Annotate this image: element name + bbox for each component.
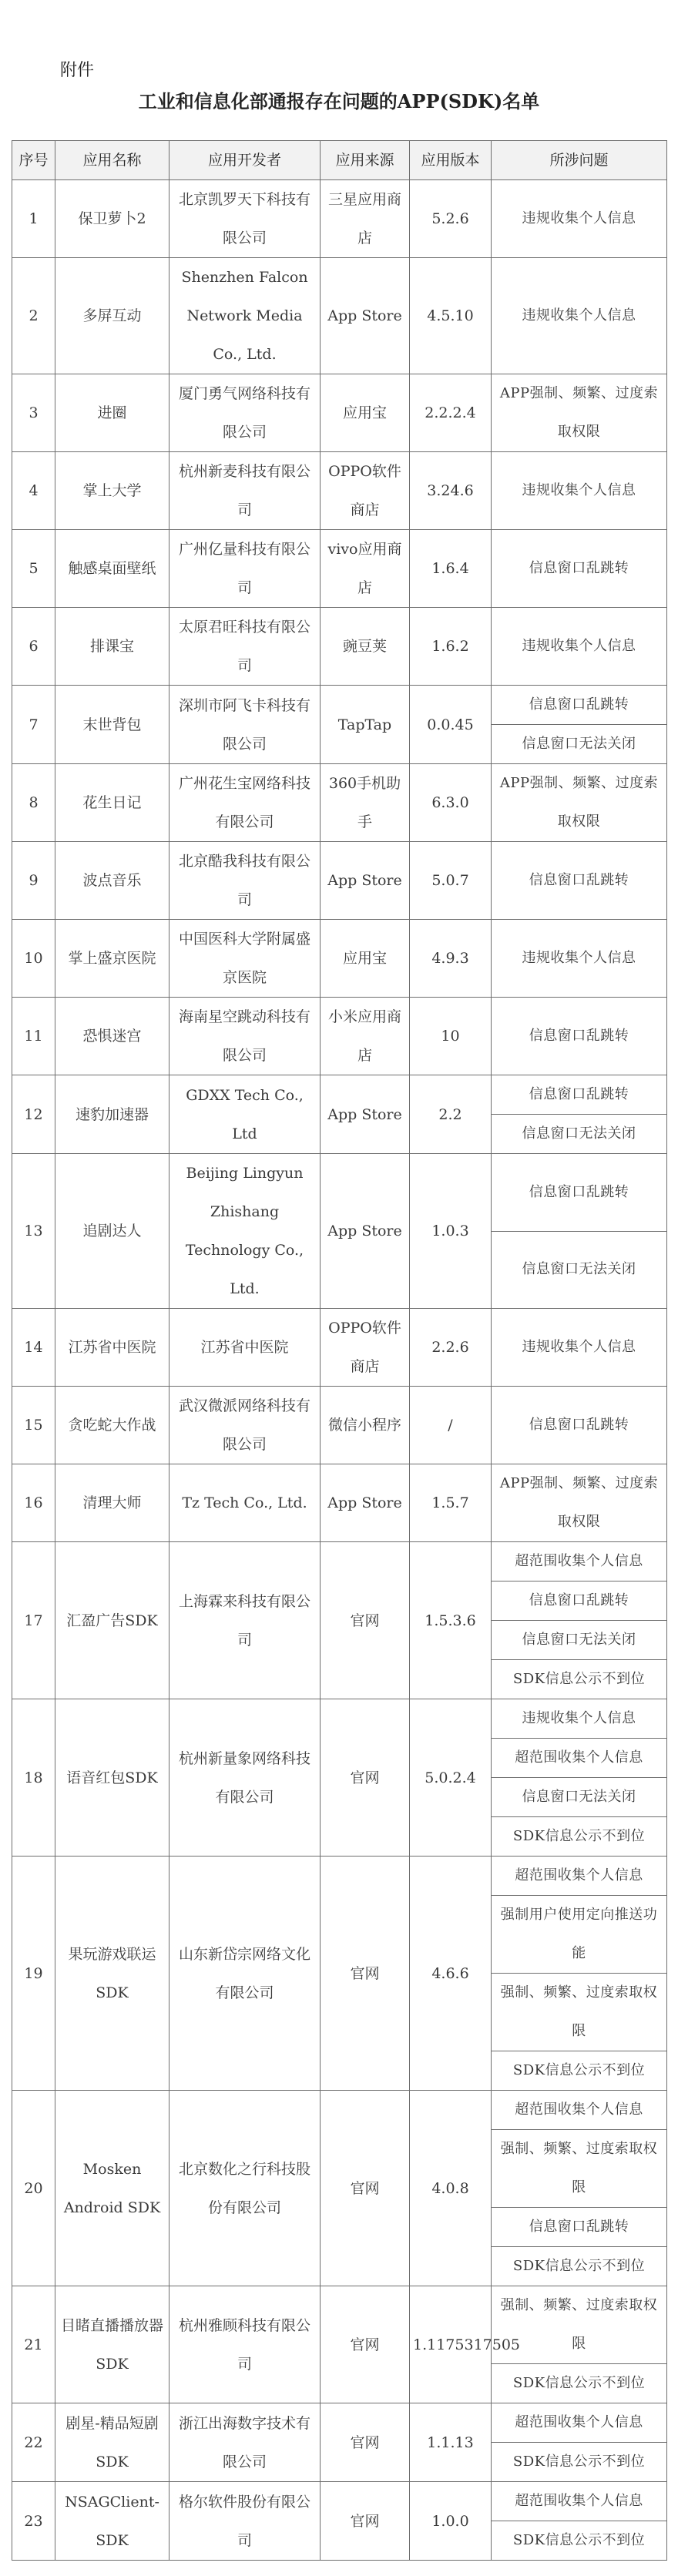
cell-developer: 杭州雅顾科技有限公司 [170,2286,321,2403]
table-row [12,530,667,608]
cell-version: 6.3.0 [410,764,492,842]
cell-app-name: 花生日记 [55,764,170,842]
header-developer: 应用开发者 [170,141,321,180]
cell-no: 4 [12,452,55,530]
cell-version: 5.2.6 [410,180,492,258]
cell-app-name: 波点音乐 [55,842,170,920]
cell-developer: 太原君旺科技有限公司 [170,608,321,686]
table-row [12,1075,667,1115]
cell-issue: 违规收集个人信息 [492,608,667,686]
cell-no: 15 [12,1387,55,1464]
cell-developer: Tz Tech Co., Ltd. [170,1464,321,1542]
table-row [12,1542,667,1581]
cell-developer: 中国医科大学附属盛京医院 [170,920,321,998]
cell-version: 1.5.7 [410,1464,492,1542]
table-row [12,1309,667,1387]
cell-developer: Beijing Lingyun Zhishang Technology Co., Ltd. [170,1154,321,1309]
header-source: 应用来源 [321,141,410,180]
table-row [12,2403,667,2443]
cell-issue: APP强制、频繁、过度索取权限 [492,764,667,842]
cell-version: 1.1.13 [410,2403,492,2482]
app-list-table [12,140,667,2561]
cell-version: 1.0.3 [410,1154,492,1309]
cell-no: 20 [12,2091,55,2286]
cell-issue: APP强制、频繁、过度索取权限 [492,1464,667,1542]
cell-source: TapTap [321,686,410,764]
cell-developer: Shenzhen Falcon Network Media Co., Ltd. [170,258,321,374]
cell-app-name: 进圈 [55,374,170,452]
cell-no: 23 [12,2482,55,2561]
cell-issue: 超范围收集个人信息 [492,1857,667,1896]
cell-source: 官网 [321,2091,410,2286]
cell-version: 2.2 [410,1075,492,1154]
cell-version: 1.0.0 [410,2482,492,2561]
cell-app-name: 目睹直播播放器SDK [55,2286,170,2403]
cell-developer: 深圳市阿飞卡科技有限公司 [170,686,321,764]
cell-no: 11 [12,998,55,1075]
cell-version: 5.0.7 [410,842,492,920]
cell-no: 5 [12,530,55,608]
cell-issue: 信息窗口无法关闭 [492,1621,667,1660]
cell-issue: 强制、频繁、过度索取权限 [492,1974,667,2051]
table-row [12,374,667,452]
table-header-row [12,141,667,180]
table-row [12,608,667,686]
cell-developer: 山东新岱宗网络文化有限公司 [170,1857,321,2091]
table-row [12,1699,667,1739]
cell-no: 13 [12,1154,55,1309]
cell-version: 3.24.6 [410,452,492,530]
cell-developer: 武汉微派网络科技有限公司 [170,1387,321,1464]
cell-app-name: 果玩游戏联运SDK [55,1857,170,2091]
cell-app-name: 保卫萝卜2 [55,180,170,258]
cell-issue: 超范围收集个人信息 [492,1739,667,1778]
cell-app-name: 江苏省中医院 [55,1309,170,1387]
cell-no: 2 [12,258,55,374]
table-row [12,686,667,725]
cell-issue: 信息窗口乱跳转 [492,1387,667,1464]
cell-source: App Store [321,842,410,920]
cell-developer: 格尔软件股份有限公司 [170,2482,321,2561]
cell-app-name: 清理大师 [55,1464,170,1542]
cell-developer: 浙江出海数字技术有限公司 [170,2403,321,2482]
cell-source: 三星应用商店 [321,180,410,258]
cell-app-name: Mosken Android SDK [55,2091,170,2286]
table-row [12,180,667,258]
cell-issue: 违规收集个人信息 [492,452,667,530]
cell-no: 8 [12,764,55,842]
cell-version: 1.5.3.6 [410,1542,492,1699]
cell-no: 19 [12,1857,55,2091]
cell-source: OPPO软件商店 [321,452,410,530]
cell-source: 应用宝 [321,920,410,998]
cell-app-name: 剧星-精品短剧SDK [55,2403,170,2482]
cell-no: 7 [12,686,55,764]
cell-developer: 北京凯罗天下科技有限公司 [170,180,321,258]
cell-version: 4.9.3 [410,920,492,998]
cell-developer: 杭州新量象网络科技有限公司 [170,1699,321,1857]
cell-issue: 信息窗口乱跳转 [492,1075,667,1115]
cell-issue: SDK信息公示不到位 [492,2364,667,2403]
cell-issue: 强制用户使用定向推送功能 [492,1896,667,1974]
cell-no: 9 [12,842,55,920]
cell-issue: 违规收集个人信息 [492,180,667,258]
cell-source: 官网 [321,1542,410,1699]
cell-issue: 违规收集个人信息 [492,1699,667,1739]
cell-no: 22 [12,2403,55,2482]
cell-source: App Store [321,258,410,374]
cell-no: 12 [12,1075,55,1154]
cell-app-name: NSAGClient-SDK [55,2482,170,2561]
table-row [12,998,667,1075]
cell-no: 14 [12,1309,55,1387]
cell-version: 4.0.8 [410,2091,492,2286]
cell-source: OPPO软件商店 [321,1309,410,1387]
cell-source: 官网 [321,1699,410,1857]
cell-source: vivo应用商店 [321,530,410,608]
cell-issue: 超范围收集个人信息 [492,2403,667,2443]
cell-no: 17 [12,1542,55,1699]
cell-no: 1 [12,180,55,258]
cell-issue: SDK信息公示不到位 [492,2247,667,2286]
header-no: 序号 [12,141,55,180]
table-row [12,1154,667,1232]
table-row [12,2286,667,2364]
cell-developer: GDXX Tech Co., Ltd [170,1075,321,1154]
cell-app-name: 汇盈广告SDK [55,1542,170,1699]
cell-developer: 上海霖来科技有限公司 [170,1542,321,1699]
table-row [12,920,667,998]
cell-app-name: 贪吃蛇大作战 [55,1387,170,1464]
cell-source: App Store [321,1075,410,1154]
cell-no: 21 [12,2286,55,2403]
cell-developer: 北京数化之行科技股份有限公司 [170,2091,321,2286]
cell-issue: SDK信息公示不到位 [492,2443,667,2482]
cell-issue: 信息窗口无法关闭 [492,1115,667,1154]
cell-issue: SDK信息公示不到位 [492,2521,667,2561]
cell-no: 18 [12,1699,55,1857]
table-row [12,2091,667,2130]
attachment-label: 附件 [60,61,95,80]
cell-source: 微信小程序 [321,1387,410,1464]
cell-issue: 违规收集个人信息 [492,258,667,374]
cell-app-name: 掌上盛京医院 [55,920,170,998]
cell-issue: 超范围收集个人信息 [492,2482,667,2521]
cell-version: 0.0.45 [410,686,492,764]
cell-source: 官网 [321,2286,410,2403]
cell-issue: 信息窗口乱跳转 [492,2208,667,2247]
cell-issue: SDK信息公示不到位 [492,2051,667,2091]
cell-issue: 超范围收集个人信息 [492,2091,667,2130]
cell-issue: 强制、频繁、过度索取权限 [492,2130,667,2208]
document-title: 工业和信息化部通报存在问题的APP(SDK)名单 [138,90,540,112]
cell-version: 10 [410,998,492,1075]
cell-app-name: 速豹加速器 [55,1075,170,1154]
cell-issue: SDK信息公示不到位 [492,1817,667,1857]
table-row [12,1464,667,1542]
cell-developer: 北京酷我科技有限公司 [170,842,321,920]
cell-issue: 信息窗口乱跳转 [492,686,667,725]
cell-version: 1.6.4 [410,530,492,608]
cell-version: 1.6.2 [410,608,492,686]
cell-no: 10 [12,920,55,998]
header-issues: 所涉问题 [492,141,667,180]
cell-source: 豌豆荚 [321,608,410,686]
cell-issue: APP强制、频繁、过度索取权限 [492,374,667,452]
cell-source: 应用宝 [321,374,410,452]
cell-app-name: 末世背包 [55,686,170,764]
table-row [12,258,667,374]
cell-app-name: 排课宝 [55,608,170,686]
cell-issue: 违规收集个人信息 [492,920,667,998]
cell-app-name: 触感桌面壁纸 [55,530,170,608]
cell-issue: 强制、频繁、过度索取权限 [492,2286,667,2364]
cell-source: App Store [321,1464,410,1542]
cell-developer: 江苏省中医院 [170,1309,321,1387]
cell-developer: 广州亿量科技有限公司 [170,530,321,608]
cell-version: 4.6.6 [410,1857,492,2091]
cell-issue: 信息窗口无法关闭 [492,725,667,764]
header-app-name: 应用名称 [55,141,170,180]
cell-version: 4.5.10 [410,258,492,374]
cell-issue: 违规收集个人信息 [492,1309,667,1387]
cell-app-name: 掌上大学 [55,452,170,530]
cell-issue: 信息窗口乱跳转 [492,1581,667,1621]
cell-no: 3 [12,374,55,452]
header-version: 应用版本 [410,141,492,180]
table-row [12,2482,667,2521]
cell-app-name: 语音红包SDK [55,1699,170,1857]
cell-issue: 信息窗口无法关闭 [492,1778,667,1817]
cell-issue: 信息窗口乱跳转 [492,530,667,608]
cell-app-name: 多屏互动 [55,258,170,374]
cell-source: App Store [321,1154,410,1309]
cell-developer: 杭州新麦科技有限公司 [170,452,321,530]
cell-version: / [410,1387,492,1464]
cell-issue: 信息窗口乱跳转 [492,1154,667,1232]
cell-developer: 广州花生宝网络科技有限公司 [170,764,321,842]
table-row [12,452,667,530]
cell-developer: 海南星空跳动科技有限公司 [170,998,321,1075]
cell-source: 小米应用商店 [321,998,410,1075]
cell-version: 5.0.2.4 [410,1699,492,1857]
table-row [12,1387,667,1464]
cell-app-name: 追剧达人 [55,1154,170,1309]
cell-version: 1.1175317505 [410,2286,492,2403]
cell-issue: SDK信息公示不到位 [492,1660,667,1699]
cell-source: 官网 [321,2482,410,2561]
cell-source: 360手机助手 [321,764,410,842]
table-row [12,764,667,842]
cell-version: 2.2.6 [410,1309,492,1387]
cell-app-name: 恐惧迷宫 [55,998,170,1075]
cell-no: 16 [12,1464,55,1542]
table-row [12,1857,667,1896]
cell-issue: 信息窗口无法关闭 [492,1231,667,1309]
cell-version: 2.2.2.4 [410,374,492,452]
cell-no: 6 [12,608,55,686]
cell-issue: 超范围收集个人信息 [492,1542,667,1581]
cell-issue: 信息窗口乱跳转 [492,998,667,1075]
cell-issue: 信息窗口乱跳转 [492,842,667,920]
table-row [12,842,667,920]
cell-source: 官网 [321,2403,410,2482]
cell-developer: 厦门勇气网络科技有限公司 [170,374,321,452]
cell-source: 官网 [321,1857,410,2091]
